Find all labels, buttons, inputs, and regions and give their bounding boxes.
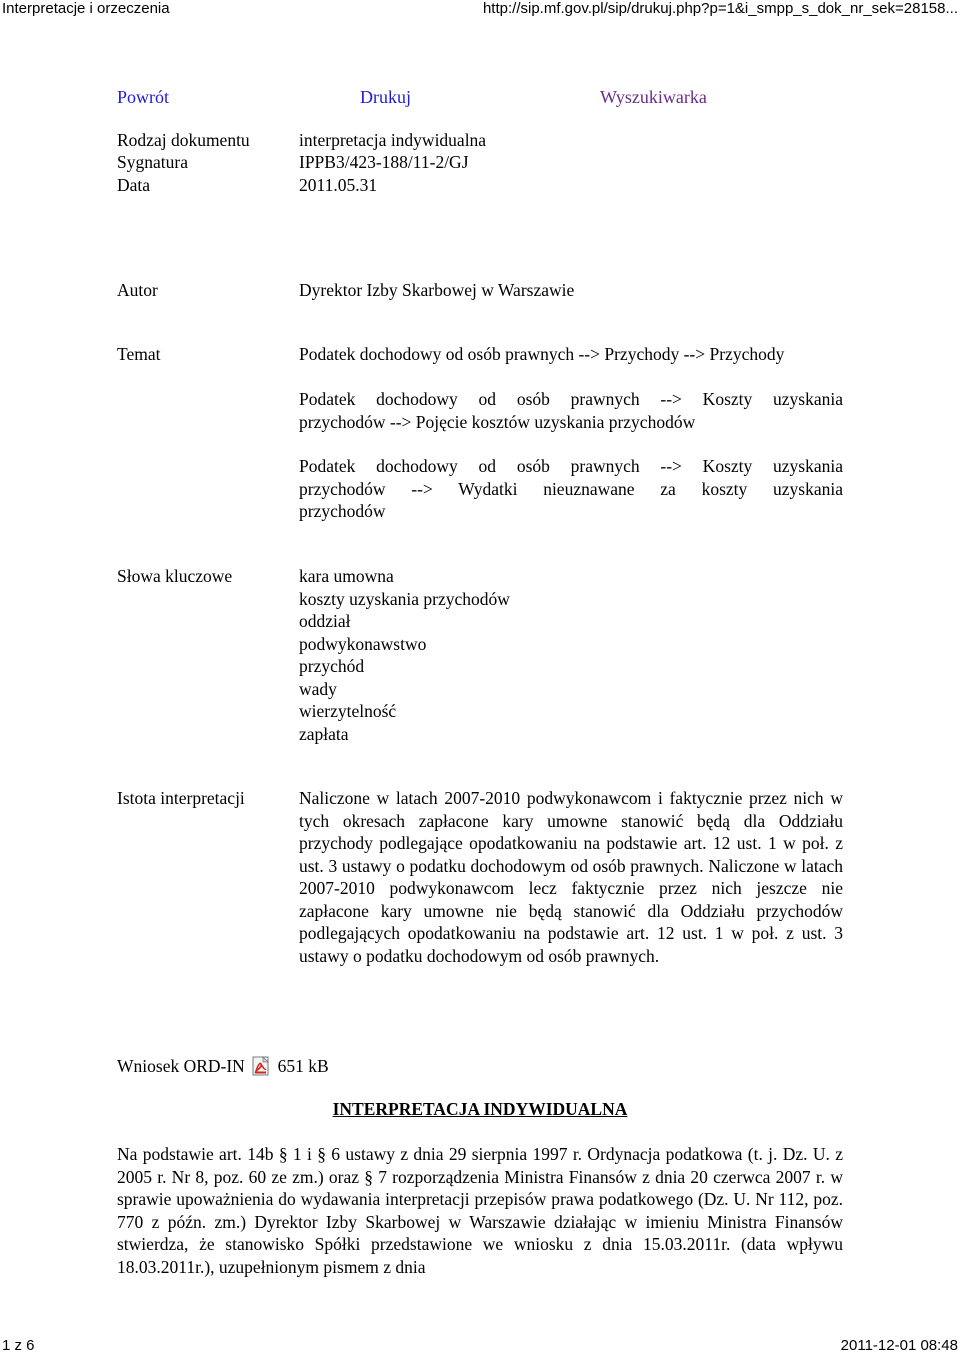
print-header <box>0 0 960 20</box>
print-link[interactable]: Drukuj <box>360 87 411 107</box>
date-value: 2011.05.31 <box>299 175 378 195</box>
interpretation-heading: INTERPRETACJA INDYWIDUALNA <box>332 1099 628 1119</box>
page-number: 1 z 6 <box>2 1337 35 1354</box>
pdf-file-icon[interactable] <box>251 1056 271 1076</box>
print-header-url: http://sip.mf.gov.pl/sip/drukuj.php?p=1&i_smpp_s_dok_nr_sek=28158... <box>482 0 958 17</box>
keyword-item: koszty uzyskania przychodów <box>299 588 510 609</box>
attachment-row <box>117 1055 329 1078</box>
doc-type-value: interpretacja indywidualna <box>299 130 487 150</box>
print-header-title: Interpretacje i orzeczenia <box>2 0 170 17</box>
topic-item-line: przychodów --> Wydatki nieuznawane za koszty uzyskania <box>299 478 843 499</box>
search-engine-link[interactable]: Wyszukiwarka <box>600 87 707 107</box>
interpretation-body: Na podstawie art. 14b § 1 i § 6 ustawy z dnia 29 sierpnia 1997 r. Ordynacja podatkowa (t. j. Dz. U. z 2005 r. Nr 8, poz. 60 ze zm.) oraz § 7 rozporządzenia Ministra Finansów z dnia 20 czerwca 2007 r. w sprawie upoważnienia do wydawania interpretacji przepisów prawa podatkowego (Dz. U. Nr 112, poz. 770 z późn. zm.) Dyrektor Izby Skarbowej w Warszawie działając w imieniu Ministra Finansów stwierdza, że stanowisko Spółki przedstawione we wniosku z dnia 15.03.2011r. (data wpływu 18.03.2011r.), uzupełnionym pismem z dnia <box>117 1144 843 1277</box>
topic-item-line: Podatek dochodowy od osób prawnych --> Koszty uzyskania <box>299 389 843 409</box>
topic-item-line: Podatek dochodowy od osób prawnych --> Koszty uzyskania <box>299 456 843 476</box>
keyword-item: wady <box>299 678 337 699</box>
topic-item <box>299 388 843 433</box>
attachment-size: 651 kB <box>277 1056 329 1076</box>
attachment-label: Wniosek ORD-IN <box>117 1056 245 1076</box>
keywords-list <box>299 565 843 745</box>
keyword-item: wierzytelność <box>299 701 397 721</box>
keyword-item: kara umowna <box>299 566 394 586</box>
keywords-label: Słowa kluczowe <box>117 566 233 586</box>
topic-item-line: przychodów --> Pojęcie kosztów uzyskania przychodów <box>299 411 696 432</box>
date-label: Data <box>117 175 151 195</box>
author-label: Autor <box>117 280 158 300</box>
print-footer <box>0 1337 960 1357</box>
keyword-item: oddział <box>299 611 351 631</box>
keyword-item: przychód <box>299 656 365 676</box>
essence-label: Istota interpretacji <box>117 788 245 808</box>
signature-value: IPPB3/423-188/11-2/GJ <box>299 152 469 172</box>
author-value: Dyrektor Izby Skarbowej w Warszawie <box>299 280 575 300</box>
topic-item-line: przychodów <box>299 501 386 521</box>
doc-type-label: Rodzaj dokumentu <box>117 130 250 150</box>
signature-label: Sygnatura <box>117 152 188 172</box>
print-timestamp: 2011-12-01 08:48 <box>840 1337 958 1354</box>
keyword-item: zapłata <box>299 723 349 744</box>
topic-label: Temat <box>117 344 161 364</box>
essence-text: Naliczone w latach 2007-2010 podwykonawcom i faktycznie przez nich w tych okresach zapłacone kary umowne stanowić będą dla Oddziału przychody podlegające opodatkowaniu na podstawie art. 12 ust. 1 w poł. z ust. 3 ustawy o podatku dochodowym od osób prawnych. Naliczone w latach 2007-2010 podwykonawcom lecz faktycznie przez nich jeszcze nie zapłacone kary umowne nie będą stanowić dla Oddziału przychodów podlegających opodatkowaniu na podstawie art. 12 ust. 1 w poł. z ust. 3 ustawy o podatku dochodowym od osób prawnych. <box>299 788 843 966</box>
keyword-item: podwykonawstwo <box>299 633 427 654</box>
topic-item: Podatek dochodowy od osób prawnych --> Przychody --> Przychody <box>299 344 785 364</box>
topic-item <box>299 455 843 523</box>
back-link[interactable]: Powrót <box>117 87 170 107</box>
